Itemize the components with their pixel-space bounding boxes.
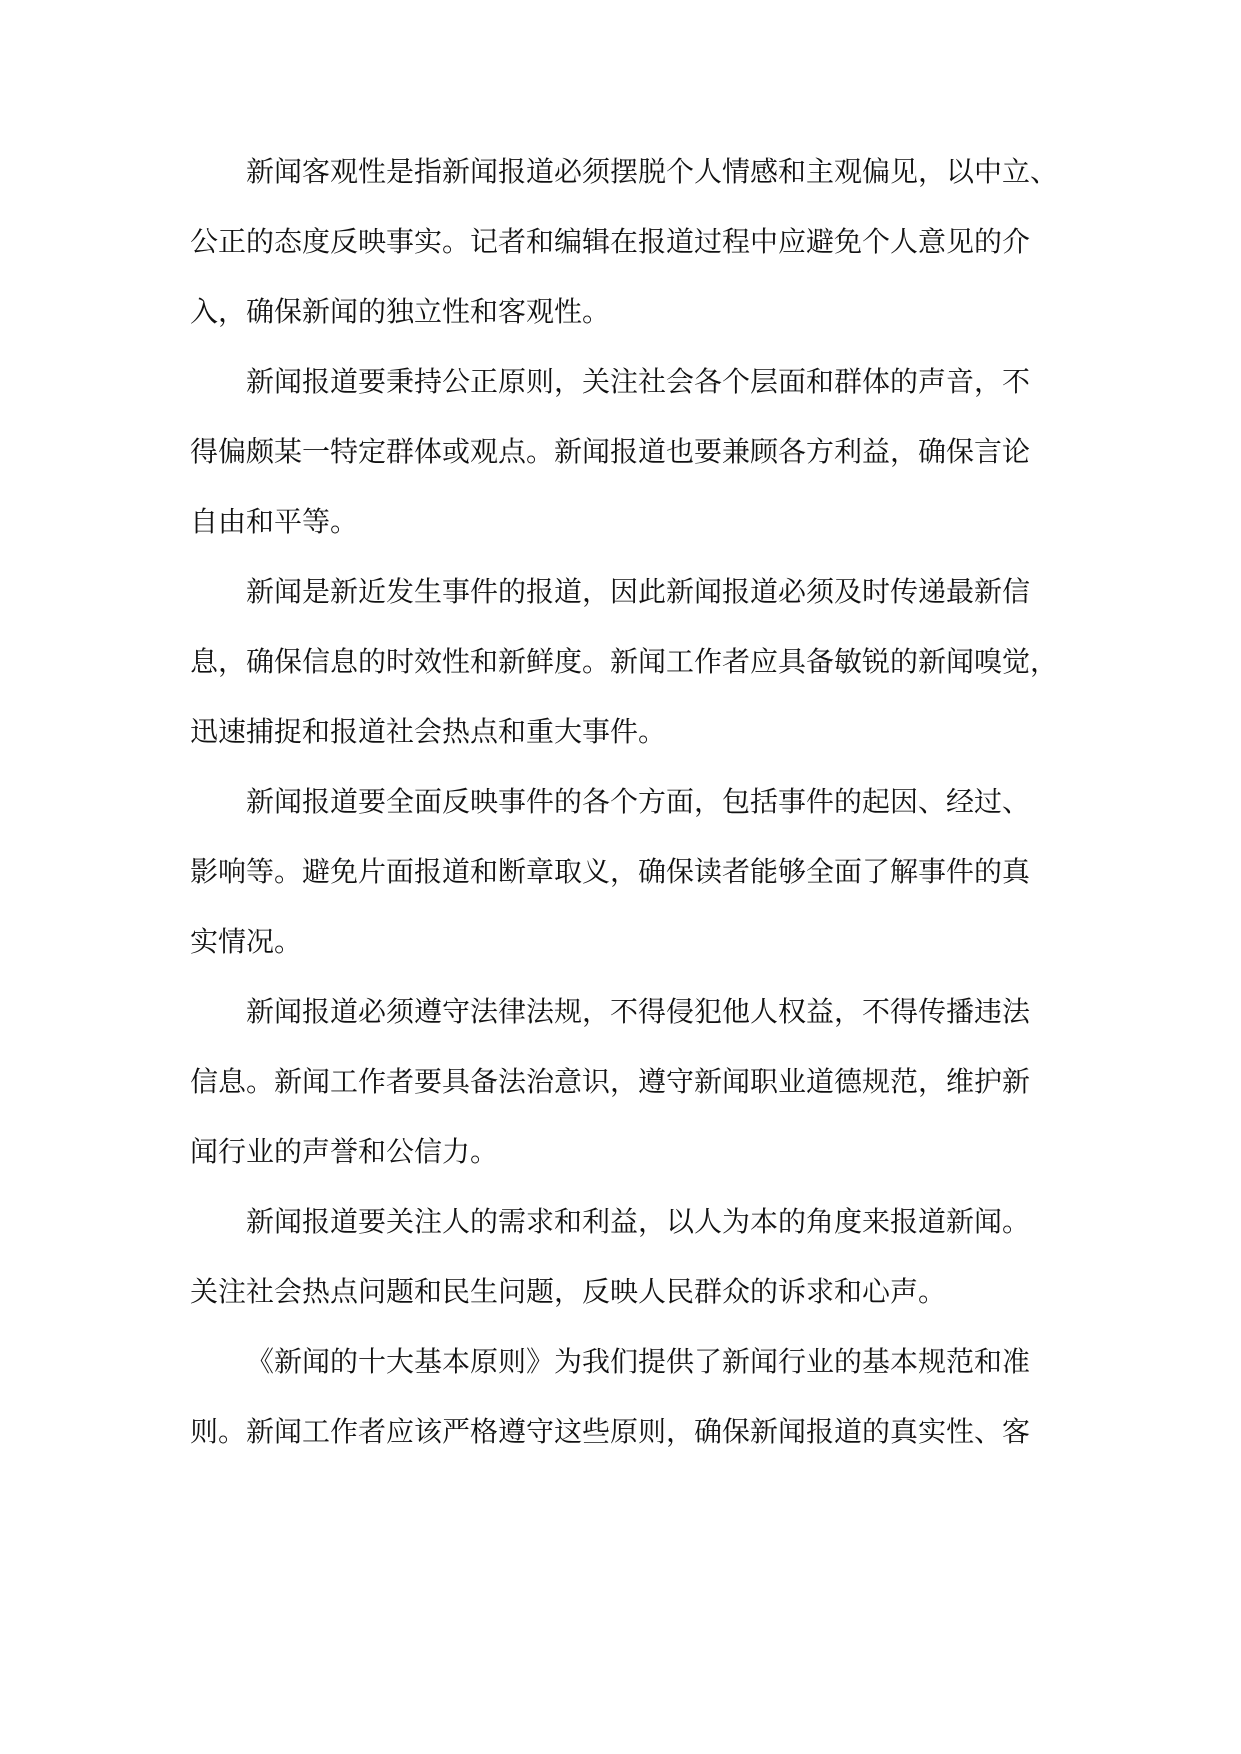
paragraph-line: 自由和平等。 [190,505,359,538]
paragraph-line: 新闻报道必须遵守法律法规，不得侵犯他人权益，不得传播违法 [246,995,1031,1028]
paragraph [190,1200,1090,1340]
paragraph [190,780,1090,990]
paragraph-line: 迅速捕捉和报道社会热点和重大事件。 [190,715,667,748]
paragraph-line: 《新闻的十大基本原则》为我们提供了新闻行业的基本规范和准 [246,1345,1031,1378]
paragraph-line: 新闻报道要关注人的需求和利益，以人为本的角度来报道新闻。 [246,1205,1031,1238]
paragraph-line: 关注社会热点问题和民生问题，反映人民群众的诉求和心声。 [190,1275,947,1308]
paragraph [190,360,1090,570]
paragraph-line: 信息。新闻工作者要具备法治意识，遵守新闻职业道德规范，维护新 [190,1065,1031,1098]
paragraph [190,1340,1090,1480]
document-body [190,150,1090,1480]
paragraph-line: 息，确保信息的时效性和新鲜度。新闻工作者应具备敏锐的新闻嗅觉， [190,645,1059,678]
paragraph-line: 闻行业的声誉和公信力。 [190,1135,499,1168]
paragraph-line: 实情况。 [190,925,303,958]
paragraph-line: 公正的态度反映事实。记者和编辑在报道过程中应避免个人意见的介 [190,225,1031,258]
paragraph-line: 新闻报道要秉持公正原则，关注社会各个层面和群体的声音，不 [246,365,1031,398]
paragraph-line: 入，确保新闻的独立性和客观性。 [190,295,611,328]
paragraph [190,990,1090,1200]
paragraph [190,150,1090,360]
paragraph-line: 影响等。避免片面报道和断章取义，确保读者能够全面了解事件的真 [190,855,1031,888]
paragraph-line: 得偏颇某一特定群体或观点。新闻报道也要兼顾各方利益，确保言论 [190,435,1031,468]
paragraph [190,570,1090,780]
paragraph-line: 新闻报道要全面反映事件的各个方面，包括事件的起因、经过、 [246,785,1031,818]
paragraph-line: 则。新闻工作者应该严格遵守这些原则，确保新闻报道的真实性、客 [190,1415,1031,1448]
paragraph-line: 新闻客观性是指新闻报道必须摆脱个人情感和主观偏见，以中立、 [246,155,1059,188]
paragraph-line: 新闻是新近发生事件的报道，因此新闻报道必须及时传递最新信 [246,575,1031,608]
